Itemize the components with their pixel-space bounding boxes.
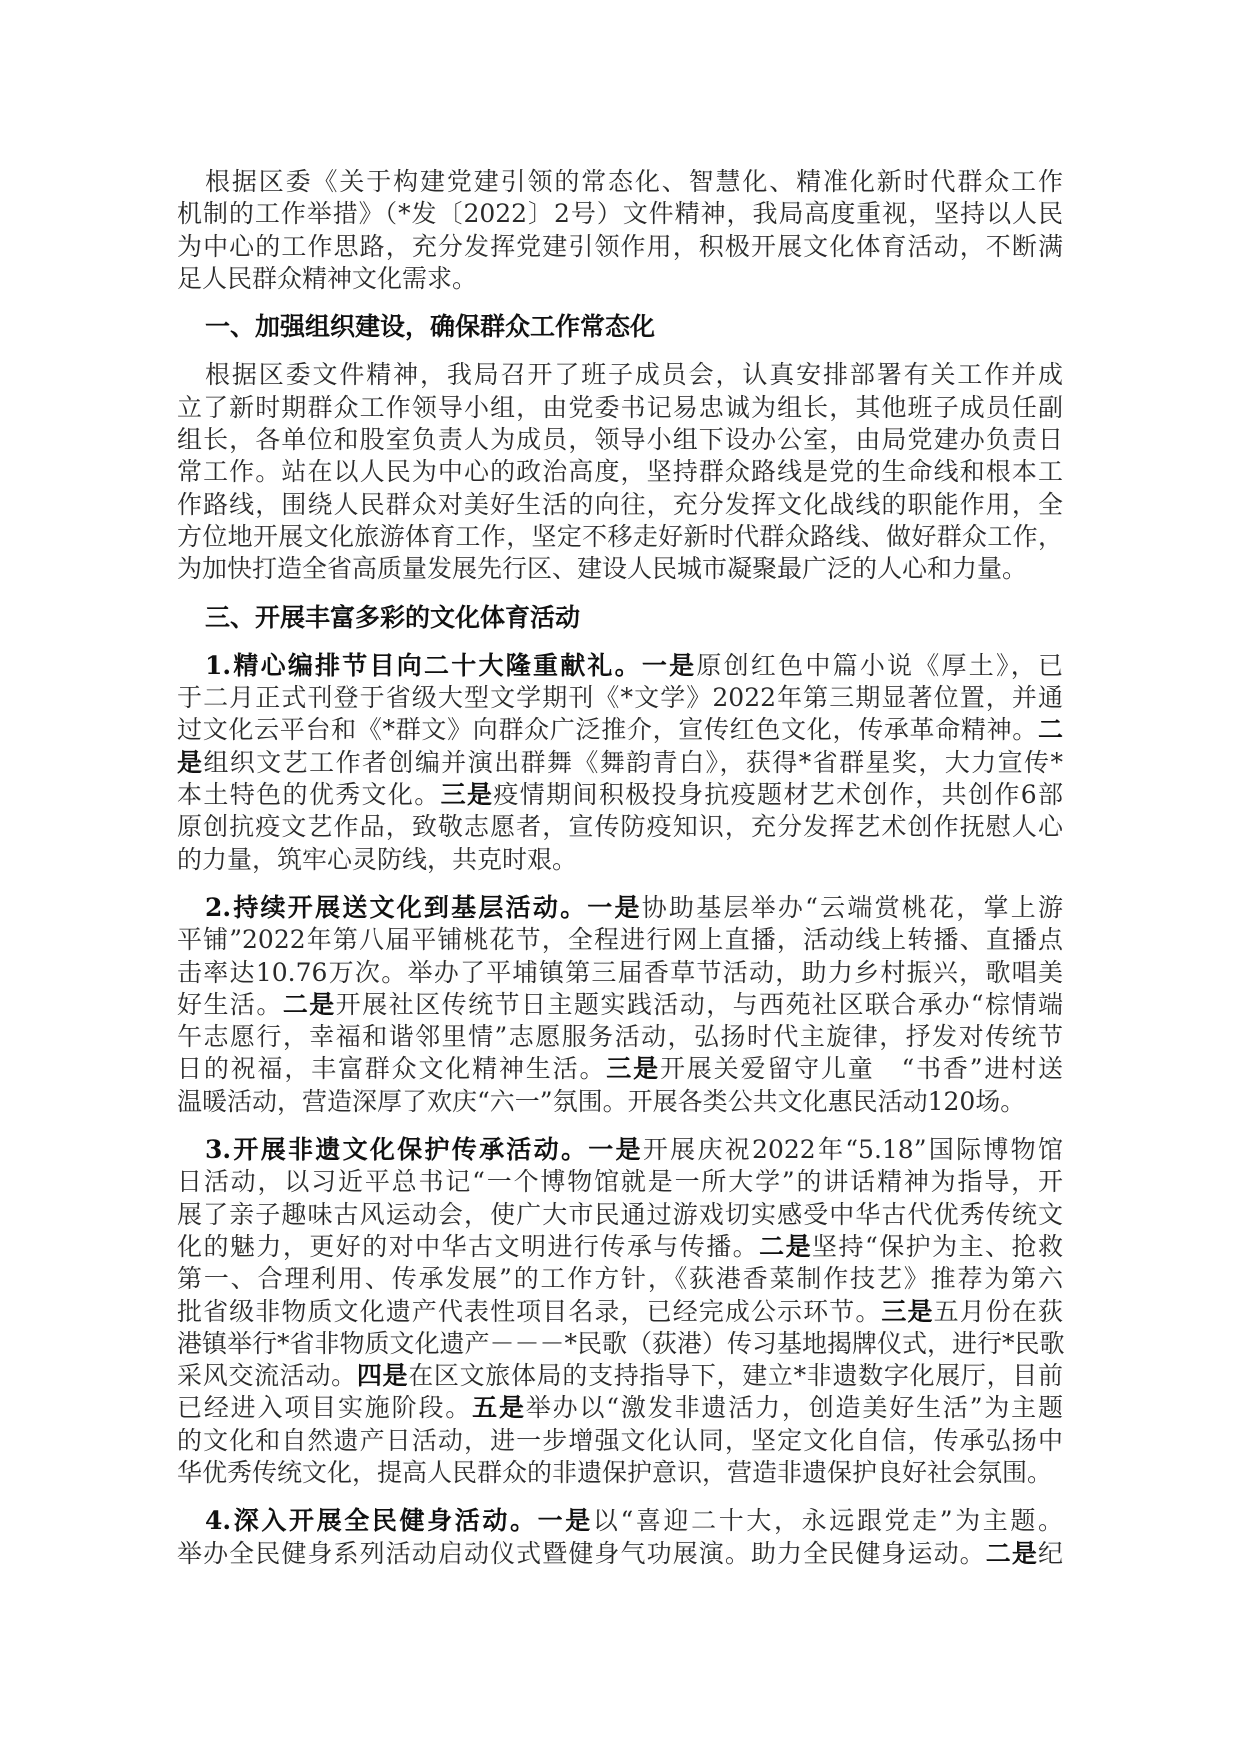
bold-text-run: 五是 <box>472 1393 526 1423</box>
text-run: 原创抗疫文艺作品，致敬志愿者，宣传防疫知识，充分发挥艺术创作抚慰人心 <box>177 812 1063 842</box>
text-line <box>177 811 1063 843</box>
text-line <box>177 1457 1063 1489</box>
bold-text-run: 三是 <box>440 780 494 810</box>
text-line <box>177 1053 1063 1085</box>
text-line <box>177 747 1063 779</box>
text-line <box>177 198 1063 230</box>
text-run: 华优秀传统文化，提高人民群众的非遗保护意识，营造非遗保护良好社会氛围。 <box>177 1457 1053 1487</box>
text-line <box>177 924 1063 956</box>
bold-text-run: 二 <box>1037 715 1063 745</box>
text-line <box>177 650 1063 682</box>
text-line <box>177 553 1063 585</box>
text-line <box>177 359 1063 391</box>
text-line <box>177 892 1063 924</box>
paragraph <box>177 892 1063 1118</box>
bold-text-run: 二是 <box>759 1231 813 1261</box>
text-run: 机制的工作举措》（*发〔2022〕2号）文件精神，我局高度重视，坚持以人民 <box>177 199 1063 229</box>
text-run: 第一、合理利用、传承发展”的工作方针，《荻港香菜制作技艺》推荐为第六 <box>177 1264 1063 1294</box>
text-run: 批省级非物质文化遗产代表性项目名录，已经完成公示环节。 <box>177 1296 882 1326</box>
text-run: 组长，各单位和股室负责人为成员，领导小组下设办公室，由局党建办负责日 <box>177 425 1063 455</box>
text-line <box>177 989 1063 1021</box>
bold-text-run: 是 <box>177 747 204 777</box>
text-line <box>177 1086 1063 1118</box>
bold-text-run: 三是 <box>881 1296 934 1326</box>
text-line <box>177 1296 1063 1328</box>
text-run: 三、开展丰富多彩的文化体育活动 <box>205 602 581 632</box>
text-run: 协助基层举办“云端赏桃花，掌上游 <box>641 892 1063 922</box>
text-line <box>177 1021 1063 1053</box>
text-run: 的文化和自然遗产日活动，进一步增强文化认同，坚定文化自信，传承弘扬中 <box>177 1425 1063 1455</box>
text-line <box>177 1328 1063 1360</box>
text-line <box>177 311 1063 343</box>
section-heading <box>177 602 1063 634</box>
text-run: 作路线，围绕人民群众对美好生活的向往，充分发挥文化战线的职能作用，全 <box>177 489 1063 519</box>
text-run: 开展关爱留守儿童 “书香”进村送 <box>659 1054 1063 1084</box>
text-line <box>177 1166 1063 1198</box>
text-run: 常工作。站在以人民为中心的政治高度，坚持群众路线是党的生命线和根本工 <box>177 457 1063 487</box>
paragraph <box>177 166 1063 295</box>
paragraph <box>177 359 1063 585</box>
text-line <box>177 779 1063 811</box>
text-line <box>177 456 1063 488</box>
text-run: 港镇举行*省非物质文化遗产－－－*民歌（荻港）传习基地揭牌仪式，进行*民歌 <box>177 1328 1065 1358</box>
text-run: 举办全民健身系列活动启动仪式暨健身气功展演。助力全民健身运动。 <box>177 1538 986 1568</box>
text-run: 好生活。 <box>177 989 283 1019</box>
bold-text-run: 四是 <box>356 1361 409 1391</box>
text-run: 以“喜迎二十大，永远跟党走”为主题。 <box>592 1506 1063 1536</box>
text-run: 化的魅力，更好的对中华古文明进行传承与传播。 <box>177 1231 760 1261</box>
text-line <box>177 521 1063 553</box>
text-run: 的力量，筑牢心灵防线，共克时艰。 <box>177 844 578 874</box>
text-line <box>177 424 1063 456</box>
bold-text-run: 2.持续开展送文化到基层活动。一是 <box>205 892 642 922</box>
text-line <box>177 1134 1063 1166</box>
text-run: 根据区委《关于构建党建引领的常态化、智慧化、精准化新时代群众工作 <box>205 167 1063 196</box>
text-line <box>177 682 1063 714</box>
text-run: 开展庆祝2022年“5.18”国际博物馆 <box>642 1135 1063 1165</box>
text-line <box>177 1538 1063 1570</box>
text-run: 组织文艺工作者创编并演出群舞《舞韵青白》，获得*省群星奖，大力宣传* <box>203 747 1063 777</box>
bold-text-run: 1.精心编排节目向二十大隆重献礼。一是 <box>205 650 697 680</box>
text-line <box>177 263 1063 295</box>
text-run: 日活动，以习近平总书记“一个博物馆就是一所大学”的讲话精神为指导，开 <box>177 1167 1063 1197</box>
text-run: 立了新时期群众工作领导小组，由党委书记易忠诚为组长，其他班子成员任副 <box>177 392 1063 422</box>
text-run: 日的祝福，丰富群众文化精神生活。 <box>177 1054 607 1084</box>
text-line <box>177 602 1063 634</box>
paragraph <box>177 1505 1063 1570</box>
text-line <box>177 714 1063 746</box>
text-run: 疫情期间积极投身抗疫题材艺术创作，共创作6部 <box>493 780 1063 810</box>
text-run: 过文化云平台和《*群文》向群众广泛推介，宣传红色文化，传承革命精神。 <box>177 715 1038 745</box>
text-run: 举办以“激发非遗活力，创造美好生活”为主题 <box>525 1393 1063 1423</box>
section-heading <box>177 311 1063 343</box>
text-line <box>177 1392 1063 1424</box>
text-run: 开展社区传统节日主题实践活动，与西苑社区联合承办“棕情端 <box>335 989 1063 1019</box>
bold-text-run: 3.开展非遗文化保护传承活动。一是 <box>205 1135 643 1165</box>
text-run: 温暖活动，营造深厚了欢庆“六一”氛围。开展各类公共文化惠民活动120场。 <box>177 1086 1026 1116</box>
text-run: 击率达10.76万次。举办了平埔镇第三届香草节活动，助力乡村振兴，歌唱美 <box>177 957 1063 987</box>
text-run: 已经进入项目实施阶段。 <box>177 1393 473 1423</box>
text-line <box>177 1505 1063 1537</box>
text-run: 采风交流活动。 <box>177 1361 357 1391</box>
text-run: 午志愿行，幸福和谐邻里情”志愿服务活动，弘扬时代主旋律，抒发对传统节 <box>177 1022 1063 1052</box>
document-body <box>177 166 1063 1586</box>
text-run: 在区文旅体局的支持指导下，建立*非遗数字化展厅，目前 <box>408 1361 1063 1391</box>
text-run: 展了亲子趣味古风运动会，使广大市民通过游戏切实感受中华古代优秀传统文 <box>177 1199 1063 1229</box>
bold-text-run: 三是 <box>606 1054 660 1084</box>
text-line <box>177 1263 1063 1295</box>
text-line <box>177 1360 1063 1392</box>
text-run: 方位地开展文化旅游体育工作，坚定不移走好新时代群众路线、做好群众工作， <box>177 521 1063 551</box>
bold-text-run: 4.深入开展全民健身活动。一是 <box>205 1506 593 1536</box>
text-run: 本土特色的优秀文化。 <box>177 780 441 810</box>
text-run: 一、加强组织建设，确保群众工作常态化 <box>205 312 656 342</box>
text-line <box>177 231 1063 263</box>
text-run: 平铺”2022年第八届平铺桃花节，全程进行网上直播，活动线上转播、直播点 <box>177 925 1063 955</box>
text-run: 为加快打造全省高质量发展先行区、建设人民城市凝聚最广泛的人心和力量。 <box>177 554 1028 584</box>
text-run: 原创红色中篇小说《厚土》，已 <box>696 650 1063 680</box>
text-run: 坚持“保护为主、抢救 <box>812 1231 1063 1261</box>
text-run: 于二月正式刊登于省级大型文学期刊《*文学》2022年第三期显著位置，并通 <box>177 683 1063 713</box>
text-run: 纪 <box>1037 1538 1063 1568</box>
text-run: 足人民群众精神文化需求。 <box>177 263 478 293</box>
text-line <box>177 844 1063 876</box>
text-line <box>177 1231 1063 1263</box>
paragraph <box>177 650 1063 876</box>
text-line <box>177 392 1063 424</box>
text-line <box>177 957 1063 989</box>
text-run: 根据区委文件精神，我局召开了班子成员会，认真安排部署有关工作并成 <box>205 360 1063 390</box>
text-line <box>177 489 1063 521</box>
bold-text-run: 二是 <box>985 1538 1038 1568</box>
paragraph <box>177 1134 1063 1489</box>
text-run: 五月份在荻 <box>933 1296 1063 1326</box>
bold-text-run: 二是 <box>282 989 336 1019</box>
text-line <box>177 1425 1063 1457</box>
text-run: 为中心的工作思路，充分发挥党建引领作用，积极开展文化体育活动，不断满 <box>177 231 1063 261</box>
text-line <box>177 166 1063 198</box>
text-line <box>177 1199 1063 1231</box>
